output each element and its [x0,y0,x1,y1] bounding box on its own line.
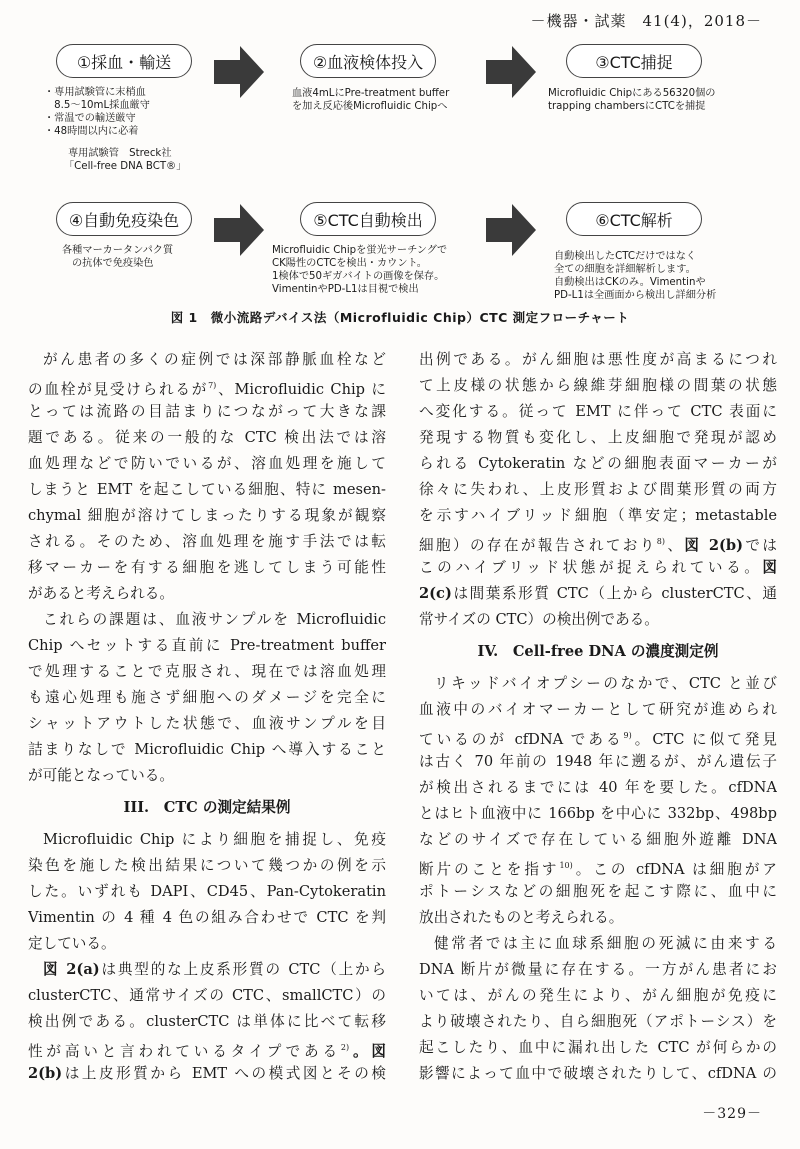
step-5-box: ⑤CTC自動検出 [300,202,436,236]
text-line: 血処理などで防いでいるが、溶血処理を施して [28,455,386,472]
text-line: 徐々に失われ、上皮形質および間葉形質の両方 [419,481,777,498]
text-line: した。いずれも DAPI、CD45、Pan-Cytokeratin [28,883,386,900]
left-column [28,347,386,1087]
text-line: 染色を施した検出結果について幾つかの例を示 [28,857,386,874]
text-line: があると考えられる。 [28,585,174,602]
text-line: へ変化する。従って EMT に伴って CTC 表面に [419,403,777,420]
text-line: Vimentin の 4 種 4 色の組み合わせで CTC を判 [28,909,386,926]
step-2-box: ②血液検体投入 [300,44,436,78]
text-line: で処理することで克服され、現在では溶血処理 [28,663,386,680]
text-line: リキッドバイオプシーのなかで、CTC と並び [434,675,777,692]
text-line: がん患者の多くの症例では深部静脈血栓など [43,351,386,368]
step-1-box: ①採血・輸送 [56,44,192,78]
section-heading-3: III. CTC の測定結果例 [123,799,291,816]
text-line: 検出例である。clusterCTC は単体に比べて転移 [28,1013,386,1030]
text-line: 発現する物質も変化し、上皮細胞で発現が認め [419,429,777,446]
arrow-right-icon [486,46,538,98]
text-line: 図 2(a)は典型的な上皮系形質の CTC（上から [43,961,386,978]
step-3-description: Microfluidic Chipにある56320個の trapping chambersにCTCを捕捉 [548,88,716,112]
text-line: 起こしたり、血中に漏れ出した CTC が何らかの [419,1039,777,1056]
text-line: chymal 細胞が溶けてしまったりする現象が観察 [28,507,386,524]
text-line: て上皮様の状態から線維芽細胞様の間葉の状態 [419,377,777,394]
text-line: 性が高いと言われているタイプである$^{2)}$。図 [28,1042,386,1060]
step-6-box: ⑥CTC解析 [566,202,702,236]
text-line: 詰まりなしで Microfluidic Chip へ導入すること [28,741,386,758]
text-line: される。そのため、溶血処理を施す手法では転 [28,533,386,550]
text-line: などのサイズで存在している細胞外遊離 DNA [419,831,777,848]
step-1-description: ・専用試験管に末梢血 8.5～10mL採血厳守 ・常温での輸送厳守 ・48時間以内に必着 専用試験管 Streck社 「Cell-free DNA BCT®」 [44,87,187,172]
text-line: 健常者では主に血球系細胞の死滅に由来する [434,935,777,952]
text-line: Microfluidic Chip により細胞を捕捉し、免疫 [43,831,386,848]
text-line: 影響によって血中で破壊されたりして、cfDNA の [419,1065,777,1082]
text-line: 定している。 [28,935,116,952]
page-number: －329－ [702,1106,762,1122]
text-line: は古く 70 年前の 1948 年に遡るが、がん遺伝子 [419,753,777,770]
text-line: 2(c)は間葉系形質 CTC（上から clusterCTC、通 [419,585,777,602]
text-line: とはヒト血液中に 166bp を中心に 332bp、498bp [419,805,777,822]
text-line: ポトーシスなどの細胞死を起こす際に、血中に [419,883,777,900]
right-column [419,347,777,1087]
text-line: の血栓が見受けられるが$^{7)}$、Microfluidic Chip に [28,380,386,398]
text-line: 移マーカーを有する細胞を逃してしまう可能性 [28,559,386,576]
text-line: clusterCTC、通常サイズの CTC、smallCTC）の [28,987,386,1004]
text-line: DNA 断片が微量に存在する。一方がん患者にお [419,961,777,978]
text-line: このハイブリッド状態が捉えられている。図 [419,559,777,576]
text-line: を示すハイブリッド細胞（準安定；metastable [419,507,777,524]
text-line: が検出されるまでには 40 年を要した。cfDNA [419,779,777,796]
text-line: シャットアウトした状態で、血液サンプルを目 [28,715,386,732]
text-line: とっては流路の目詰まりにつながって大きな課 [28,403,386,420]
text-line: 2(b)は上皮形質から EMT への模式図とその検 [28,1065,386,1082]
step-5-description: Microfluidic Chipを蛍光サーチングで CK陽性のCTCを検出・カウント。 1検体で50ギガバイトの画像を保存。 VimentinやPD-L1は目視で検出 [272,245,448,295]
section-heading-4: IV. Cell-free DNA の濃度測定例 [477,643,719,660]
arrow-right-icon [214,46,266,98]
step-6-description: 自動検出したCTCだけではなく 全ての細胞を詳細解析します。 自動検出はCKのみ。Vimentinや PD-L1は全画面から検出し詳細分析 [554,251,717,301]
text-line: Chip へセットする直前に Pre-treatment buffer [28,637,386,654]
text-line: が可能となっている。 [28,767,174,784]
step-2-description: 血液4mLにPre-treatment buffer を加え反応後Microfluidic Chipへ [292,88,450,112]
arrow-right-icon [214,204,266,256]
running-header: －機器・試薬 41(4)，2018－ [530,12,762,30]
text-line: 出例である。がん細胞は悪性度が高まるにつれ [419,351,777,368]
figure-caption: 図 1 微小流路デバイス法（Microfluidic Chip）CTC 測定フローチャート [170,310,630,325]
step-4-box: ④自動免疫染色 [56,202,192,236]
text-line: 題である。従来の一般的な CTC 検出法では溶 [28,429,386,446]
text-line: 放出されたものと考えられる。 [419,909,624,926]
text-line: いては、がんの発生により、がん細胞が免疫に [419,987,777,1004]
text-line: より破壊されたり、自ら細胞死（アポトーシス）を [419,1013,777,1030]
text-line: 細胞）の存在が報告されており$^{8)}$、図 2(b)では [419,536,777,554]
text-line: られる Cytokeratin などの細胞表面マーカーが [419,455,777,472]
text-line: 血液中のバイオマーカーとして研究が進められ [419,701,777,718]
text-line: これらの課題は、血液サンプルを Microfluidic [43,611,386,628]
text-line: ているのが cfDNA である$^{9)}$。CTC に似て発見 [419,730,777,748]
text-line: しまうと EMT を起こしている細胞、特に mesen- [28,481,386,498]
step-3-box: ③CTC捕捉 [566,44,702,78]
arrow-right-icon [486,204,538,256]
text-line: 断片のことを指す$^{10)}$。この cfDNA は細胞がア [419,860,777,878]
step-4-description: 各種マーカータンパク質 の抗体で免疫染色 [62,245,174,269]
text-line: 常サイズの CTC）の検出例である。 [419,611,659,628]
text-line: も遠心処理も施さず細胞へのダメージを完全に [28,689,386,706]
